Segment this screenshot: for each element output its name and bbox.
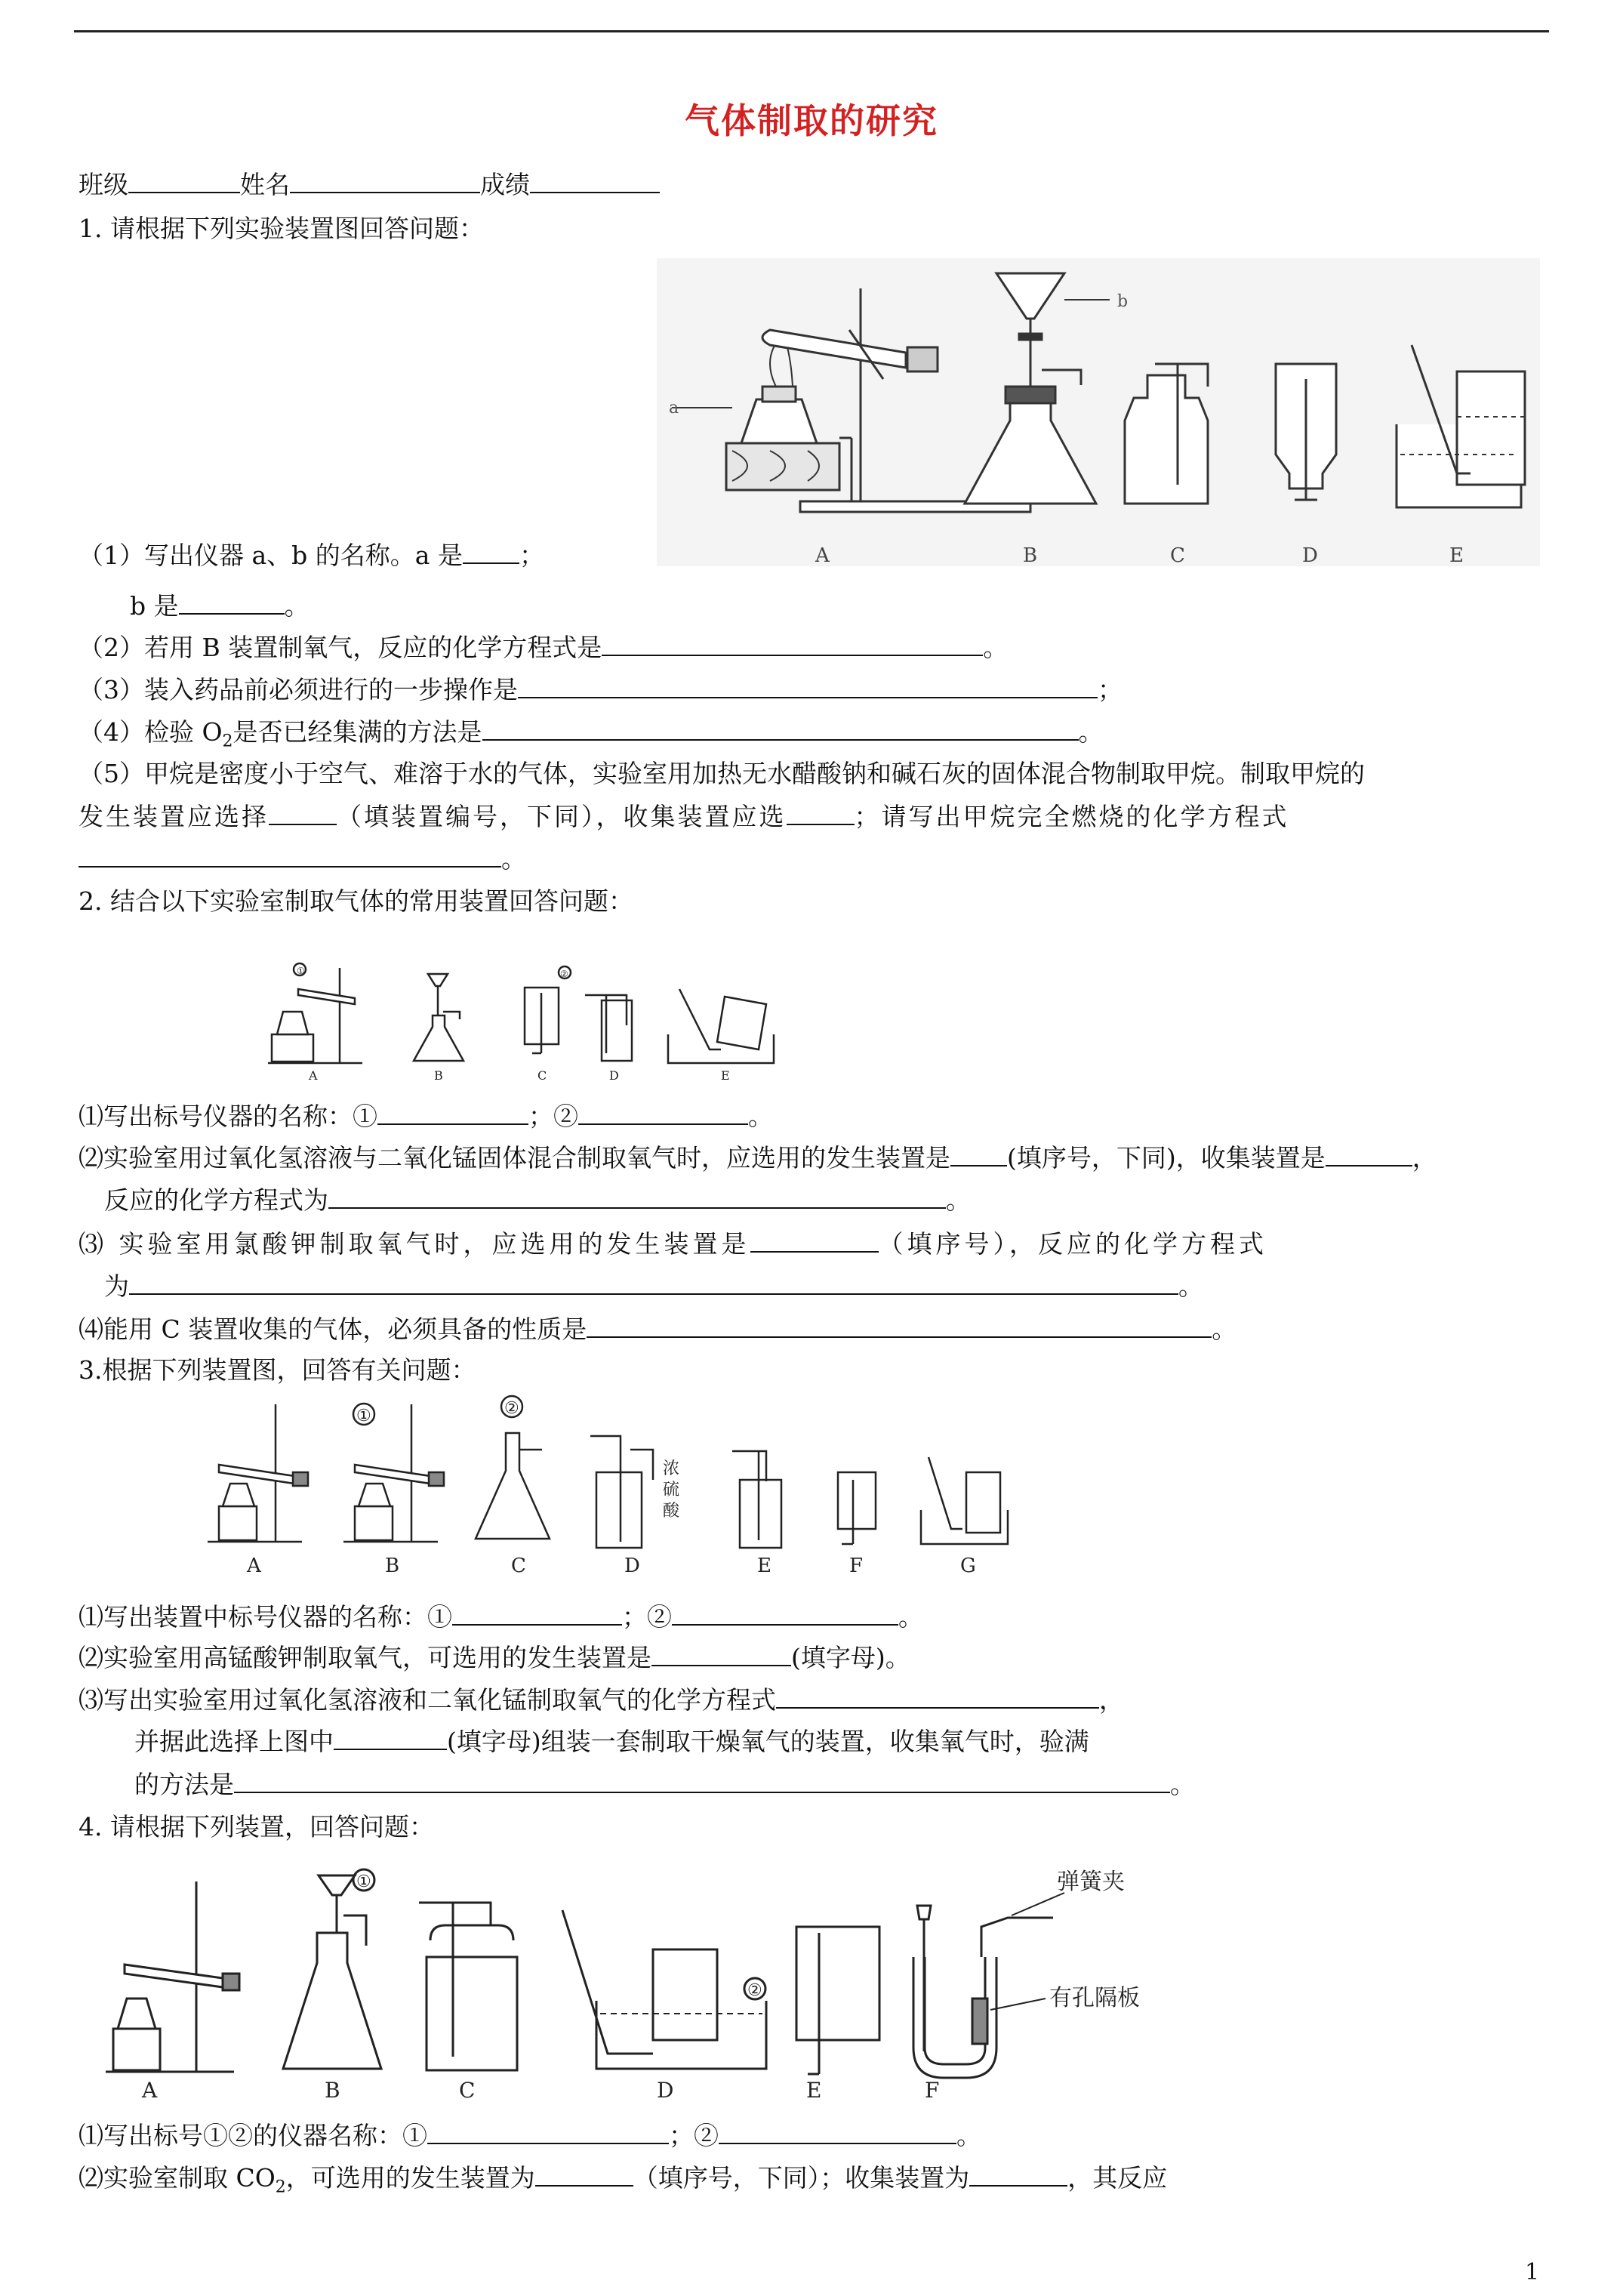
q1-part2 (79, 632, 1008, 663)
q1-blank-2[interactable] (602, 632, 983, 656)
q4-label-d: D (657, 2078, 674, 2103)
q4-callout-1: ① (356, 1872, 371, 1891)
q1-blank-5c[interactable] (79, 843, 501, 868)
q4-part1-end: 。 (956, 2121, 981, 2150)
q4-part2-sub: 2 (275, 2177, 286, 2197)
q2-part4 (79, 1314, 1236, 1345)
q3-acid-1: 浓 (663, 1459, 680, 1478)
q2-blank-4[interactable] (1326, 1142, 1412, 1166)
q4-fig-a (106, 1881, 239, 2072)
q1-label-e: E (1449, 544, 1464, 567)
q2-fig-e (668, 989, 774, 1063)
q3-part3-line3 (134, 1769, 1195, 1800)
q4-part2-text-a: ，可选用的发生装置为 (285, 2163, 535, 2193)
q2-label-e: E (721, 1068, 730, 1083)
q3-part3-end: 。 (1170, 1770, 1195, 1799)
q3-fig-e (732, 1451, 781, 1548)
q2-part3-end: 。 (1178, 1271, 1203, 1301)
q4-fig-e (796, 1927, 879, 2074)
q2-part2-line1 (79, 1142, 1437, 1173)
q1-part3-end: ； (1098, 675, 1123, 704)
q2-stem: 2. 结合以下实验室制取气体的常用装置回答问题： (79, 886, 633, 916)
q1-part1a (79, 540, 544, 571)
q1-blank-4[interactable] (482, 717, 1079, 741)
q1-part5-end: 。 (501, 844, 526, 874)
q4-apparatus-figure (75, 1859, 1140, 2103)
q1-part1a-text: （1）写出仪器 a、b 的名称。a 是 (79, 541, 463, 570)
q3-part3-text-c: (填字母)组装一套制取干燥氧气的装置，收集氧气时，验满 (447, 1727, 1089, 1756)
q4-fig-d (562, 1910, 766, 2069)
q2-part2-line2 (104, 1185, 971, 1216)
q2-part2-text-c: ， (1412, 1143, 1437, 1173)
q2-part3-eq-label: 为 (104, 1271, 129, 1301)
q1-part2-end: 。 (983, 633, 1009, 662)
q4-fig-c (419, 1903, 517, 2070)
q1-blank-a[interactable] (463, 540, 519, 564)
q2-part4-text: ⑷能用 C 装置收集的气体，必须具备的性质是 (79, 1314, 587, 1344)
name-blank[interactable] (290, 169, 480, 193)
q1-label-b: B (1023, 544, 1038, 567)
q3-part3-text-d: 的方法是 (134, 1770, 234, 1799)
q2-part2-eq-label: 反应的化学方程式为 (104, 1185, 328, 1215)
q1-stem: 1. 请根据下列实验装置图回答问题： (79, 214, 484, 243)
q2-blank-6[interactable] (750, 1228, 879, 1253)
q1-label-d: D (1302, 544, 1318, 567)
q2-blank-3[interactable] (950, 1142, 1007, 1166)
q1-label-c: C (1170, 544, 1185, 567)
q4-label-e: E (806, 2078, 822, 2103)
score-label: 成绩 (480, 170, 530, 199)
q4-part2-text-b: （填序号，下同）；收集装置为 (633, 2163, 970, 2193)
q1-part5-text-b: （填装置编号，下同），收集装置应选 (337, 802, 787, 831)
q2-part3-line1 (79, 1228, 1267, 1259)
q3-label-g: G (960, 1555, 976, 1577)
q3-blank-2[interactable] (672, 1601, 898, 1626)
q2-part1-end: 。 (748, 1102, 773, 1131)
q2-label-b: B (434, 1068, 443, 1083)
q4-fig-b (283, 1869, 381, 2069)
q2-label-a: A (309, 1068, 318, 1083)
q4-part1-mid: ；② (669, 2121, 719, 2150)
q3-part1-mid: ；② (622, 1602, 672, 1632)
q2-label-d: D (609, 1068, 619, 1083)
q4-callout-2: ② (747, 1981, 762, 2000)
q3-blank-5[interactable] (334, 1726, 447, 1750)
q3-acid-3: 酸 (663, 1502, 680, 1521)
q1-part1b (130, 590, 310, 621)
q2-part2-text-a: ⑵实验室用过氧化氢溶液与二氧化锰固体混合制取氧气时，应选用的发生装置是 (79, 1143, 950, 1173)
q3-part2-text: ⑵实验室用高锰酸钾制取氧气，可选用的发生装置是 (79, 1643, 651, 1672)
q1-part5-text-c: ；请写出甲烷完全燃烧的化学方程式 (854, 802, 1289, 831)
q1-callout-b: b (1117, 292, 1129, 311)
q4-label-a: A (142, 2078, 158, 2103)
q3-fig-g (921, 1457, 1008, 1544)
q1-label-a: A (815, 544, 830, 567)
q4-part2-text-c: ，其反应 (1067, 2163, 1168, 2193)
q1-apparatus-figure (657, 258, 1540, 566)
q3-label-e: E (757, 1555, 771, 1577)
q4-blank-1[interactable] (427, 2120, 669, 2144)
q4-blank-4[interactable] (969, 2162, 1067, 2187)
q3-part2-end: (填字母)。 (791, 1643, 910, 1672)
q2-blank-7[interactable] (129, 1271, 1178, 1295)
page-title: 气体制取的研究 (685, 100, 938, 141)
q1-blank-b[interactable] (179, 590, 285, 615)
q4-label-f: F (925, 2078, 940, 2103)
q2-part3-text-b: （填序号），反应的化学方程式 (878, 1229, 1267, 1259)
q3-stem: 3.根据下列装置图，回答有关问题： (79, 1355, 476, 1385)
q1-part1b-end: 。 (284, 591, 310, 621)
q3-part3-comma: ， (1099, 1685, 1124, 1715)
q1-part3-text: （3）装入药品前必须进行的一步操作是 (79, 675, 518, 704)
q3-blank-4[interactable] (776, 1684, 1099, 1709)
q1-part1a-end: ； (519, 541, 544, 570)
q2-blank-1[interactable] (377, 1101, 528, 1125)
q3-label-a: A (247, 1555, 261, 1577)
q3-blank-6[interactable] (234, 1769, 1170, 1793)
top-rule (74, 30, 1549, 32)
q1-blank-3[interactable] (518, 674, 1098, 698)
q2-fig-d (585, 995, 632, 1061)
q3-label-f: F (849, 1555, 864, 1577)
q3-fig-c (476, 1396, 550, 1539)
q4-spring-clip-label: 弹簧夹 (1057, 1869, 1125, 1895)
q3-label-d: D (624, 1555, 640, 1577)
q3-apparatus-figure (204, 1389, 1057, 1577)
q3-blank-3[interactable] (651, 1642, 791, 1666)
student-info-row (79, 169, 660, 200)
q3-part3-line1 (79, 1684, 1124, 1715)
class-label: 班级 (79, 170, 128, 199)
q3-fig-d (590, 1436, 680, 1548)
q2-part4-end: 。 (1212, 1314, 1237, 1344)
q2-blank-2[interactable] (578, 1101, 748, 1125)
q1-blank-5b[interactable] (787, 801, 855, 825)
q2-part2-text-b: (填序号，下同)，收集装置是 (1007, 1143, 1326, 1173)
q2-fig-a (268, 963, 362, 1063)
q1-part3 (79, 674, 1123, 705)
q4-blank-3[interactable] (535, 2162, 633, 2187)
q3-label-b: B (385, 1555, 400, 1577)
q2-label-c: C (537, 1068, 547, 1083)
q3-part3-line2 (134, 1726, 1089, 1757)
q3-acid-2: 硫 (663, 1481, 680, 1499)
q1-part5-line2 (79, 801, 1289, 832)
q2-part1-text: ⑴写出标号仪器的名称：① (79, 1102, 377, 1131)
q3-part1-text: ⑴写出装置中标号仪器的名称：① (79, 1602, 452, 1632)
q4-label-b: B (325, 2078, 340, 2103)
q4-part2-text: ⑵实验室制取 CO (79, 2163, 276, 2193)
q2-apparatus-figure (268, 959, 834, 1083)
q3-fig-a (208, 1404, 308, 1542)
q2-part1-mid: ；② (528, 1102, 578, 1131)
q3-part3-text: ⑶写出实验室用过氧化氢溶液和二氧化锰制取氧气的化学方程式 (79, 1685, 776, 1715)
page-number: 1 (1525, 2259, 1540, 2285)
q3-part1-end: 。 (898, 1602, 923, 1632)
q3-callout-1: ① (356, 1407, 371, 1425)
q4-part2 (79, 2162, 1167, 2203)
q3-blank-1[interactable] (452, 1601, 622, 1626)
q2-fig-b (414, 974, 463, 1061)
q4-fig-f (913, 1869, 1140, 2078)
q1-part5-text-a: 发生装置应选择 (79, 802, 269, 831)
q2-part3-text-a: ⑶ 实验室用氯酸钾制取氧气时，应选用的发生装置是 (79, 1229, 750, 1259)
q3-label-c: C (511, 1555, 526, 1577)
q1-part4-sub: 2 (222, 732, 233, 751)
q3-part1 (79, 1601, 923, 1632)
q2-blank-8[interactable] (587, 1314, 1212, 1338)
q2-blank-5[interactable] (328, 1185, 946, 1209)
q3-fig-b (343, 1404, 444, 1542)
q2-part2-end: 。 (946, 1185, 971, 1215)
q1-part2-text: （2）若用 B 装置制氧气，反应的化学方程式是 (79, 633, 602, 662)
q1-blank-5a[interactable] (269, 801, 337, 825)
q3-callout-2: ② (504, 1399, 519, 1418)
q1-callout-a: a (669, 399, 679, 418)
score-blank[interactable] (530, 169, 660, 193)
q1-part4-mid: 是否已经集满的方法是 (233, 717, 482, 747)
q3-part3-text-b: 并据此选择上图中 (134, 1727, 334, 1756)
q3-part2 (79, 1642, 910, 1673)
q2-fig-c (525, 966, 571, 1053)
q3-fig-f (838, 1472, 876, 1544)
q1-part4-text: （4）检验 O (79, 717, 223, 747)
q1-part4-end: 。 (1078, 717, 1104, 747)
q4-plate-label: 有孔隔板 (1049, 1985, 1140, 2011)
q2-part1 (79, 1101, 773, 1132)
q1-part4 (79, 717, 1104, 757)
q4-stem: 4. 请根据下列装置，回答问题： (79, 1812, 434, 1841)
q2-callout-1: ① (297, 966, 305, 976)
q1-part1b-text: b 是 (130, 591, 179, 621)
q4-part1-text: ⑴写出标号①②的仪器名称：① (79, 2121, 427, 2150)
q1-part5-line3 (79, 843, 526, 874)
q2-part3-line2 (104, 1271, 1203, 1302)
q4-part1 (79, 2120, 981, 2151)
q4-label-c: C (459, 2078, 476, 2103)
q1-part5-line1: （5）甲烷是密度小于空气、难溶于水的气体，实验室用加热无水醋酸钠和碱石灰的固体混合物制取甲烷。制取甲烷的 (79, 759, 1365, 788)
name-label: 姓名 (240, 170, 290, 199)
q4-blank-2[interactable] (719, 2120, 956, 2144)
q2-callout-2: ② (560, 969, 568, 979)
class-blank[interactable] (128, 169, 240, 193)
